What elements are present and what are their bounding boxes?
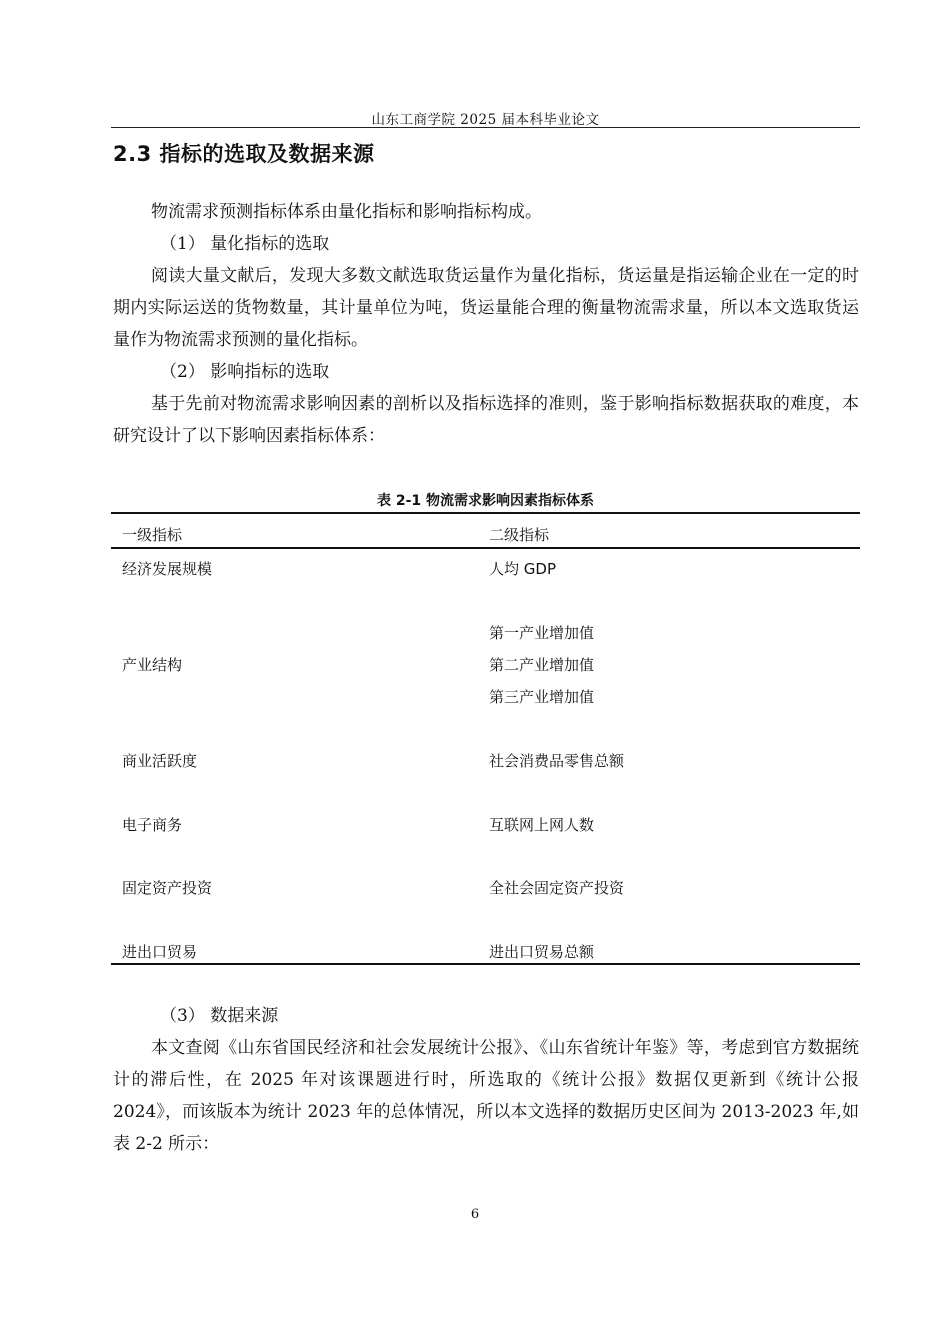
table-row-secondary: 人均 GDP: [489, 560, 556, 578]
table-header-secondary: 二级指标: [489, 526, 550, 544]
table-row-secondary: 第二产业增加值: [489, 656, 595, 674]
header-rule: [111, 127, 860, 128]
subheading-data-source: （3） 数据来源: [160, 1006, 279, 1026]
table-row-primary: 商业活跃度: [122, 752, 198, 770]
table-row-primary: 电子商务: [122, 816, 183, 834]
subheading-quantitative: （1） 量化指标的选取: [160, 234, 330, 254]
subheading-influence: （2） 影响指标的选取: [160, 362, 330, 382]
table-row-primary: 产业结构: [122, 656, 183, 674]
paragraph-influence: 基于先前对物流需求影响因素的剖析以及指标选择的准则，鉴于影响指标数据获取的难度，本研究设计了以下影响因素指标体系：: [113, 394, 859, 446]
running-header: 山东工商学院 2025 届本科毕业论文: [371, 112, 600, 128]
intro-paragraph: 物流需求预测指标体系由量化指标和影响指标构成。: [151, 202, 542, 222]
page-number: 6: [470, 1207, 480, 1222]
table-row-secondary: 社会消费品零售总额: [489, 752, 625, 770]
table-bottom-rule: [111, 963, 860, 965]
paragraph-data-source: 本文查阅《山东省国民经济和社会发展统计公报》、《山东省统计年鉴》等，考虑到官方数据统计的滞后性，在 2025 年对该课题进行时，所选取的《统计公报》数据仅更新到《统计公报 2024》，而该版本为统计 2023 年的总体情况，所以本文选择的数据历史区间为 2013-2023 年,如表 2-2 所示：: [113, 1038, 859, 1154]
table-row-secondary: 互联网上网人数: [489, 816, 595, 834]
paragraph-quantitative: 阅读大量文献后，发现大多数文献选取货运量作为量化指标，货运量是指运输企业在一定的时期内实际运送的货物数量，其计量单位为吨，货运量能合理的衡量物流需求量，所以本文选取货运量作为物流需求预测的量化指标。: [113, 266, 859, 350]
table-row-primary: 进出口贸易: [122, 943, 198, 961]
table-header-primary: 一级指标: [122, 526, 183, 544]
table-row-secondary: 全社会固定资产投资: [489, 879, 625, 897]
table-caption: 表 2-1 物流需求影响因素指标体系: [376, 493, 595, 509]
table-row-primary: 固定资产投资: [122, 879, 213, 897]
table-row-secondary: 第一产业增加值: [489, 624, 595, 642]
table-row-secondary: 第三产业增加值: [489, 688, 595, 706]
table-header-rule: [111, 547, 860, 549]
table-top-rule: [111, 512, 860, 514]
section-title: 2.3 指标的选取及数据来源: [113, 142, 375, 166]
table-row-primary: 经济发展规模: [122, 560, 213, 578]
table-row-secondary: 进出口贸易总额: [489, 943, 595, 961]
